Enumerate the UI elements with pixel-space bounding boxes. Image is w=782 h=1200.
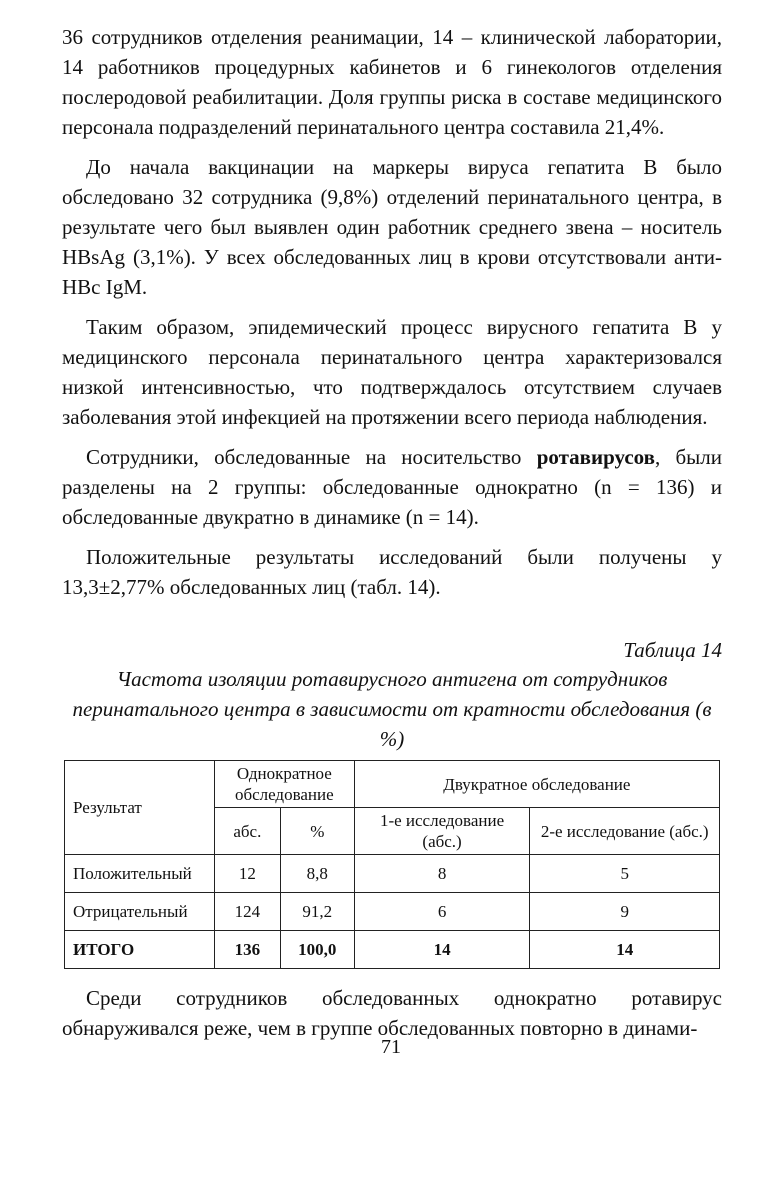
table-number: Таблица 14 — [623, 638, 722, 662]
paragraph-6: Среди сотрудников обследованных однократно ротавирус обнаруживался реже, чем в группе обследованных повторно в динами- — [62, 986, 722, 1040]
paragraph-5: Положительные результаты исследований были получены у 13,3±2,77% обследованных лиц (табл. 14). — [62, 545, 722, 599]
table-row — [65, 855, 720, 893]
paragraph-2: До начала вакцинации на маркеры вируса гепатита В было обследовано 32 сотрудника (9,8%) отделений перинатального центра, в результате чего был выявлен один работник среднего звена – носитель HBsAg (3,1%). У всех обследованных лиц в крови отсутствовали анти-HBc IgM. — [62, 155, 722, 299]
page-body — [62, 22, 722, 1043]
row-label: Отрицательный — [65, 893, 215, 931]
header-abs: абс. — [214, 808, 280, 855]
row-second: 14 — [530, 931, 720, 969]
header-double: Двукратное обследование — [354, 761, 719, 808]
results-table — [64, 760, 720, 969]
row-abs: 136 — [214, 931, 280, 969]
page-number: 71 — [381, 1036, 401, 1058]
paragraph-1: 36 сотрудников отделения реанимации, 14 – клинической лаборатории, 14 работников процедурных кабинетов и 6 гинекологов отделения послеродовой реабилитации. Доля группы риска в составе медицинского персонала подразделений перинатального центра составила 21,4%. — [62, 25, 722, 139]
paragraph-4-end: , были разделены на 2 группы: обследованные однократно (n = 136) и обследованные двукратно в динамике (n = 14). — [62, 445, 723, 529]
table-header-row-1 — [65, 761, 720, 808]
row-label: ИТОГО — [65, 931, 215, 969]
paragraph-4-start: Сотрудники, обследованные на носительство — [86, 445, 537, 469]
header-result: Результат — [65, 761, 215, 855]
table-title: Частота изоляции ротавирусного антигена от сотрудников перинатального центра в зависимости от кратности обследования (в %) — [72, 667, 712, 751]
header-pct: % — [280, 808, 354, 855]
row-second: 5 — [530, 855, 720, 893]
row-first: 8 — [354, 855, 530, 893]
row-first: 6 — [354, 893, 530, 931]
header-first: 1-е исследование (абс.) — [354, 808, 530, 855]
header-second: 2-е исследование (абс.) — [530, 808, 720, 855]
row-pct: 8,8 — [280, 855, 354, 893]
row-first: 14 — [354, 931, 530, 969]
row-second: 9 — [530, 893, 720, 931]
row-abs: 12 — [214, 855, 280, 893]
rotavirus-term: ротавирусов — [536, 445, 655, 469]
table-total-row — [65, 931, 720, 969]
paragraph-3: Таким образом, эпидемический процесс вирусного гепатита В у медицинского персонала перинатального центра характеризовался низкой интенсивностью, что подтверждалось отсутствием случаев заболевания этой инфекцией на протяжении всего периода наблюдения. — [62, 315, 722, 429]
header-single: Однократное обследование — [214, 761, 354, 808]
row-abs: 124 — [214, 893, 280, 931]
table-row — [65, 893, 720, 931]
paragraph-4 — [62, 442, 722, 532]
row-label: Положительный — [65, 855, 215, 893]
row-pct: 91,2 — [280, 893, 354, 931]
row-pct: 100,0 — [280, 931, 354, 969]
